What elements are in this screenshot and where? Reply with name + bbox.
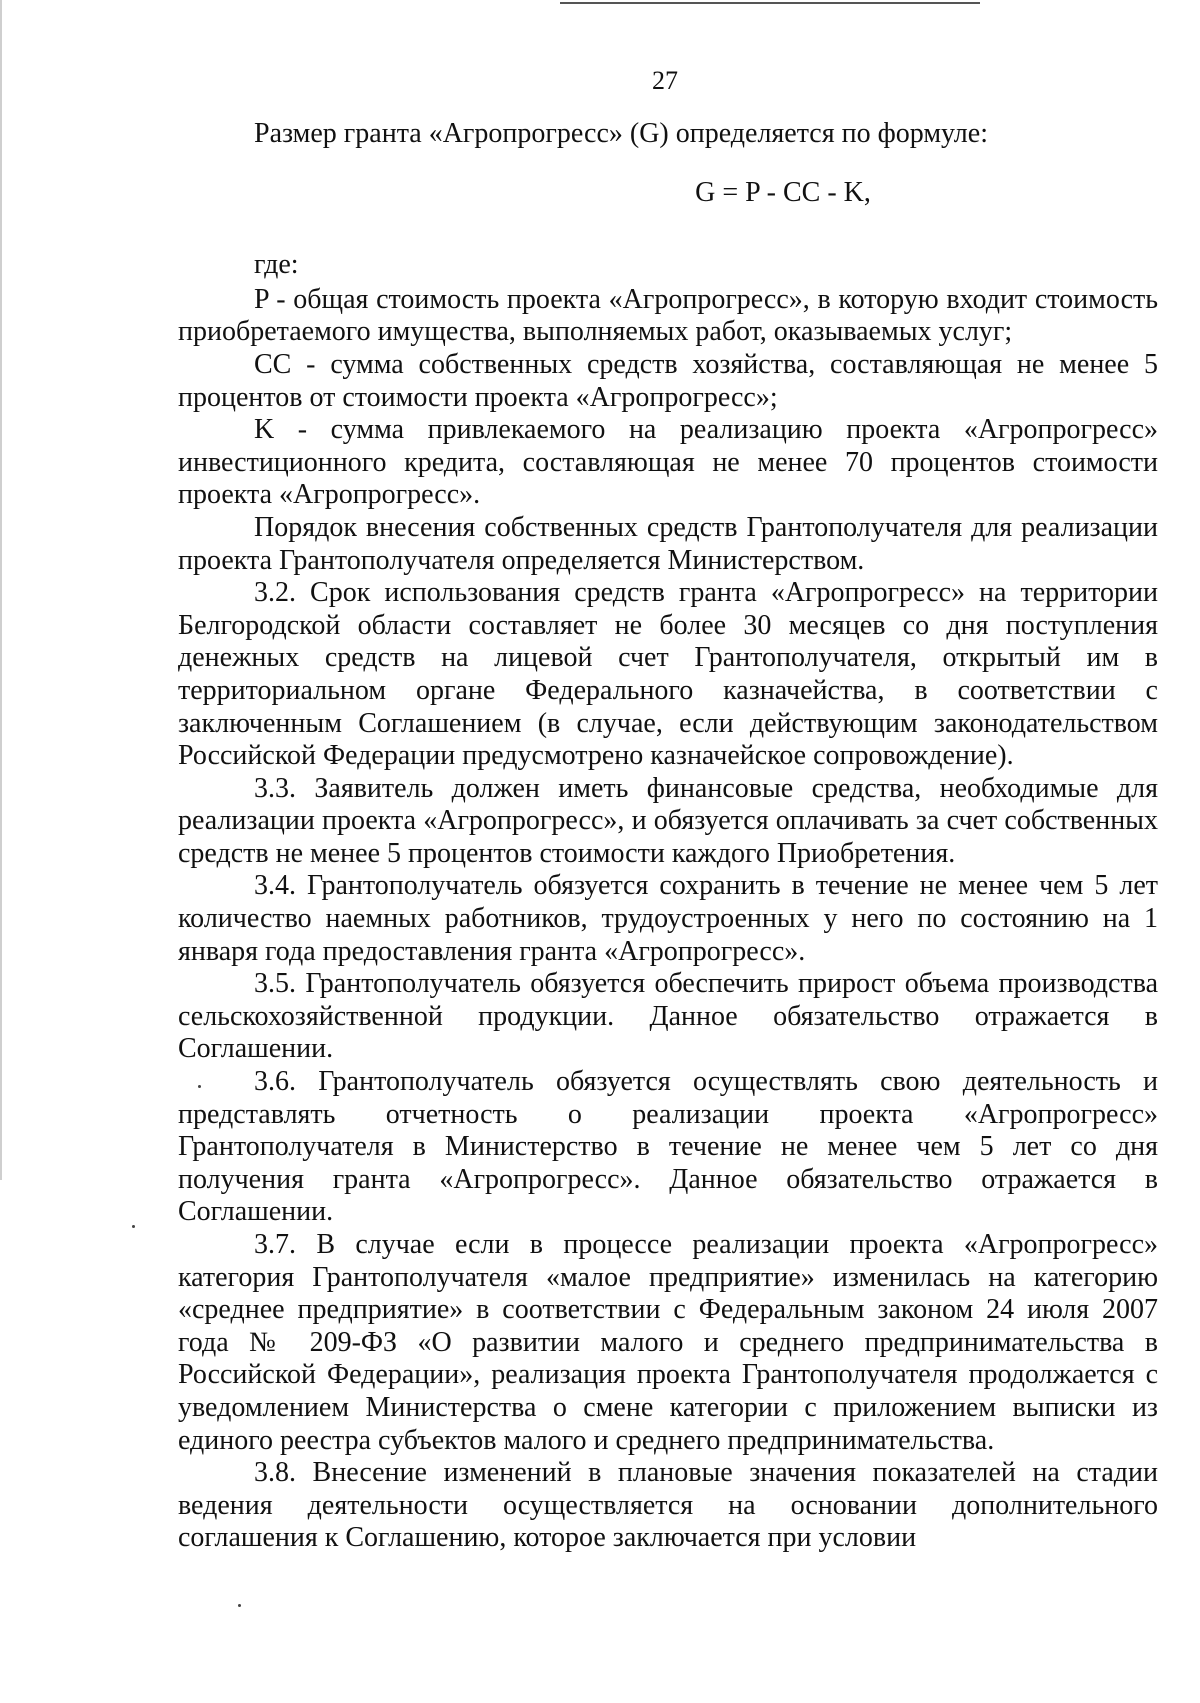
scan-top-edge-line <box>560 2 980 4</box>
definition-k: K - сумма привлекаемого на реализацию проекта «Агропрогресс» инвестиционного кредита, составляющая не менее 70 процентов стоимости проекта «Агропрогресс». <box>178 414 1158 511</box>
scan-speck <box>132 1225 135 1228</box>
definition-cc: CC - сумма собственных средств хозяйства, составляющая не менее 5 процентов от стоимости проекта «Агропрогресс»; <box>178 348 1158 413</box>
definition-p: P - общая стоимость проекта «Агропрогресс», в которую входит стоимость приобретаемого имущества, выполняемых работ, оказываемых услуг; <box>178 283 1158 348</box>
document-body <box>178 118 1158 1555</box>
section-3-8: 3.8. Внесение изменений в плановые значения показателей на стадии ведения деятельности осуществляется на основании дополнительного соглашения к Соглашению, которое заключается при условии <box>178 1457 1158 1554</box>
scan-speck <box>238 1604 241 1607</box>
section-3-3: 3.3. Заявитель должен иметь финансовые средства, необходимые для реализации проекта «Агропрогресс», и обязуется оплачивать за счет собственных средств не менее 5 процентов стоимости каждого Приобретения. <box>178 772 1158 869</box>
section-3-6: 3.6. Грантополучатель обязуется осуществлять свою деятельность и представлять отчетность о реализации проекта «Агропрогресс» Грантополучателя в Министерство в течение не менее чем 5 лет со дня получения гранта «Агропрогресс». Данное обязательство отражается в Соглашении. <box>178 1066 1158 1228</box>
procedure-paragraph: Порядок внесения собственных средств Грантополучателя для реализации проекта Грантополучателя определяется Министерством. <box>178 511 1158 576</box>
page-number: 27 <box>652 66 678 95</box>
section-3-4: 3.4. Грантополучатель обязуется сохранить в течение не менее чем 5 лет количество наемных работников, трудоустроенных у него по состоянию на 1 января года предоставления гранта «Агропрогресс». <box>178 870 1158 967</box>
section-3-2: 3.2. Срок использования средств гранта «Агропрогресс» на территории Белгородской области составляет не более 30 месяцев со дня поступления денежных средств на лицевой счет Грантополучателя, открытый им в территориальном органе Федерального казначейства, в соответствии с заключенным Соглашением (в случае, если действующим законодательством Российской Федерации предусмотрено казначейское сопровождение). <box>178 577 1158 772</box>
grant-formula: G = P - CC - K, <box>695 176 871 208</box>
where-label: где: <box>254 249 299 281</box>
scan-left-edge-shadow <box>0 0 2 1180</box>
section-3-5: 3.5. Грантополучатель обязуется обеспечить прирост объема производства сельскохозяйственной продукции. Данное обязательство отражается в Соглашении. <box>178 968 1158 1065</box>
section-3-7: 3.7. В случае если в процессе реализации проекта «Агропрогресс» категория Грантополучателя «малое предприятие» изменилась на категорию «среднее предприятие» в соответствии с Федеральным законом 24 июля 2007 года № 209-ФЗ «О развитии малого и среднего предпринимательства в Российской Федерации», реализация проекта Грантополучателя продолжается с уведомлением Министерства о смене категории с приложением выписки из единого реестра субъектов малого и среднего предпринимательства. <box>178 1229 1158 1456</box>
formula-intro-paragraph: Размер гранта «Агропрогресс» (G) определяется по формуле: <box>254 118 988 149</box>
scan-speck <box>198 1085 201 1088</box>
